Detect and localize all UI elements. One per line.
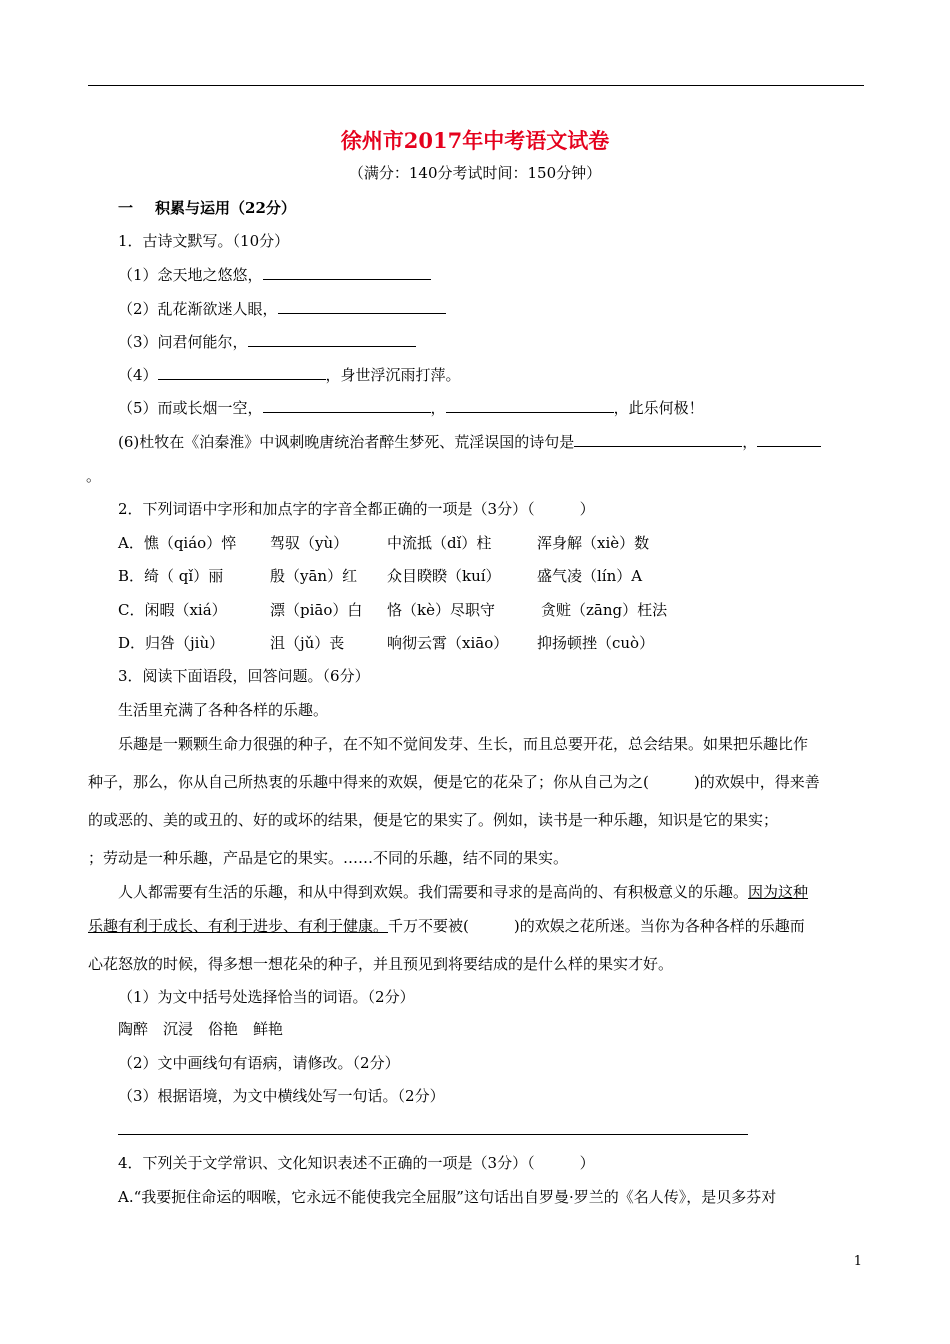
passage-text: 千万不要被( )的欢娱之花所迷。当你为各种各样的乐趣而 bbox=[388, 917, 805, 935]
option-word: 抑扬顿挫（cuò） bbox=[537, 634, 655, 652]
q4-option-a: A.“我要扼住命运的咽喉，它永远不能使我完全屈服”这句话出自罗曼·罗兰的《名人传》，是贝多芬对 bbox=[118, 1188, 777, 1206]
option-word: 殷（yān）红 bbox=[270, 567, 358, 585]
q1-item-5 bbox=[118, 397, 704, 418]
underlined-sentence: 因为这种 bbox=[748, 883, 809, 901]
q4-stem: 4．下列关于文学常识、文化知识表述不正确的一项是（3分）（ ） bbox=[118, 1154, 595, 1172]
answer-blank[interactable] bbox=[263, 264, 431, 280]
option-word: 众目睽睽（kuí） bbox=[387, 567, 501, 585]
option-word: 漂（piāo）白 bbox=[270, 601, 363, 619]
passage-p1-line1: 乐趣是一颗颗生命力很强的种子，在不知不觉间发芽、生长，而且总要开花，总会结果。如果把乐趣比作 bbox=[118, 735, 809, 753]
header-rule bbox=[88, 85, 864, 86]
q1-item-4 bbox=[118, 364, 461, 385]
answer-blank[interactable] bbox=[757, 431, 821, 447]
option-word: 响彻云霄（xiāo） bbox=[387, 634, 509, 652]
q1-item-5-end: ，此乐何极！ bbox=[613, 399, 704, 417]
q1-item-2 bbox=[118, 298, 446, 319]
answer-blank[interactable] bbox=[158, 364, 326, 380]
word-choices: 陶醉 沉浸 俗艳 鲜艳 bbox=[118, 1020, 284, 1038]
q1-item-1-text: （1）念天地之悠悠， bbox=[118, 266, 263, 284]
answer-blank[interactable] bbox=[574, 431, 742, 447]
answer-blank[interactable] bbox=[263, 397, 431, 413]
option-word: 中流抵（dǐ）柱 bbox=[387, 534, 492, 552]
option-word: B．绮（ qǐ）丽 bbox=[118, 567, 224, 585]
passage-text: 人人都需要有生活的乐趣，和从中得到欢娱。我们需要和寻求的是高尚的、有积极意义的乐趣。 bbox=[118, 883, 749, 901]
q1-item-6-end: 。 bbox=[86, 467, 102, 485]
q3-sub3: （3）根据语境，为文中横线处写一句话。（2分） bbox=[118, 1087, 445, 1105]
page-number: 1 bbox=[853, 1254, 862, 1269]
q2-option-d bbox=[118, 633, 654, 653]
q1-item-4-label: （4） bbox=[118, 366, 158, 384]
option-word: 盛气凌（lín）A bbox=[537, 567, 643, 585]
passage-p2-line3: 心花怒放的时候，得多想一想花朵的种子，并且预见到将要结成的是什么样的果实才好。 bbox=[88, 955, 674, 973]
q3-stem: 3．阅读下面语段，回答问题。（6分） bbox=[118, 667, 370, 685]
answer-blank[interactable] bbox=[278, 298, 446, 314]
q2-stem: 2．下列词语中字形和加点字的字音全都正确的一项是（3分）（ ） bbox=[118, 500, 595, 518]
q1-item-5-text: （5）而或长烟一空， bbox=[118, 399, 263, 417]
q1-item-2-text: （2）乱花渐欲迷人眼， bbox=[118, 300, 278, 318]
q1-stem: 1．古诗文默写。（10分） bbox=[118, 232, 290, 250]
q2-option-c bbox=[118, 600, 667, 620]
answer-blank[interactable] bbox=[248, 331, 416, 347]
q1-item-1 bbox=[118, 264, 431, 285]
q1-item-6-text: (6)杜牧在《泊秦淮》中讽刺晚唐统治者醉生梦死、荒淫误国的诗句是 bbox=[118, 433, 575, 451]
q1-item-3-text: （3）问君何能尔， bbox=[118, 333, 248, 351]
passage-p1-line2: 种子，那么，你从自己所热衷的乐趣中得来的欢娱，便是它的花朵了；你从自己为之( )的欢娱中，得来善 bbox=[88, 773, 820, 791]
exam-subtitle: （满分：140分考试时间：150分钟） bbox=[348, 164, 602, 182]
passage-p2-line2 bbox=[88, 916, 805, 936]
option-word: C．闲暇（xiá） bbox=[118, 601, 227, 619]
option-word: 浑身解（xiè）数 bbox=[537, 534, 650, 552]
q3-sub2: （2）文中画线句有语病，请修改。（2分） bbox=[118, 1054, 400, 1072]
q1-item-6 bbox=[118, 431, 821, 452]
q2-option-b bbox=[118, 566, 642, 586]
q3-sub1: （1）为文中括号处选择恰当的词语。（2分） bbox=[118, 988, 415, 1006]
passage-p1-line3: 的或恶的、美的或丑的、好的或坏的结果，便是它的果实了。例如，读书是一种乐趣，知识是它的果实； bbox=[88, 811, 779, 829]
answer-line[interactable] bbox=[118, 1134, 748, 1135]
option-word: 驾驭（yù） bbox=[270, 534, 349, 552]
underlined-sentence: 乐趣有利于成长、有利于进步、有利于健康。 bbox=[88, 917, 389, 935]
exam-title: 徐州市2017年中考语文试卷 bbox=[340, 128, 610, 153]
q1-item-3 bbox=[118, 331, 416, 352]
option-word: 沮（jǔ）丧 bbox=[270, 634, 345, 652]
q2-option-a bbox=[118, 533, 649, 553]
q1-item-4-text: ，身世浮沉雨打萍。 bbox=[325, 366, 461, 384]
option-word: 贪赃（zāng）枉法 bbox=[541, 601, 668, 619]
answer-blank[interactable] bbox=[446, 397, 614, 413]
comma: ， bbox=[430, 399, 446, 417]
option-word: 恪（kè）尽职守 bbox=[387, 601, 495, 619]
section-heading bbox=[118, 198, 296, 218]
comma: ， bbox=[742, 433, 758, 451]
passage-p1-line4: ；劳动是一种乐趣，产品是它的果实。……不同的乐趣，结不同的果实。 bbox=[88, 849, 569, 867]
passage-intro: 生活里充满了各种各样的乐趣。 bbox=[118, 701, 329, 719]
section-title: 积累与运用（22分） bbox=[155, 199, 296, 217]
section-number: 一 bbox=[118, 199, 134, 217]
option-word: D．归咎（jiù） bbox=[118, 634, 225, 652]
passage-p2-line1 bbox=[118, 882, 808, 902]
option-word: A．憔（qiáo）悴 bbox=[118, 534, 237, 552]
